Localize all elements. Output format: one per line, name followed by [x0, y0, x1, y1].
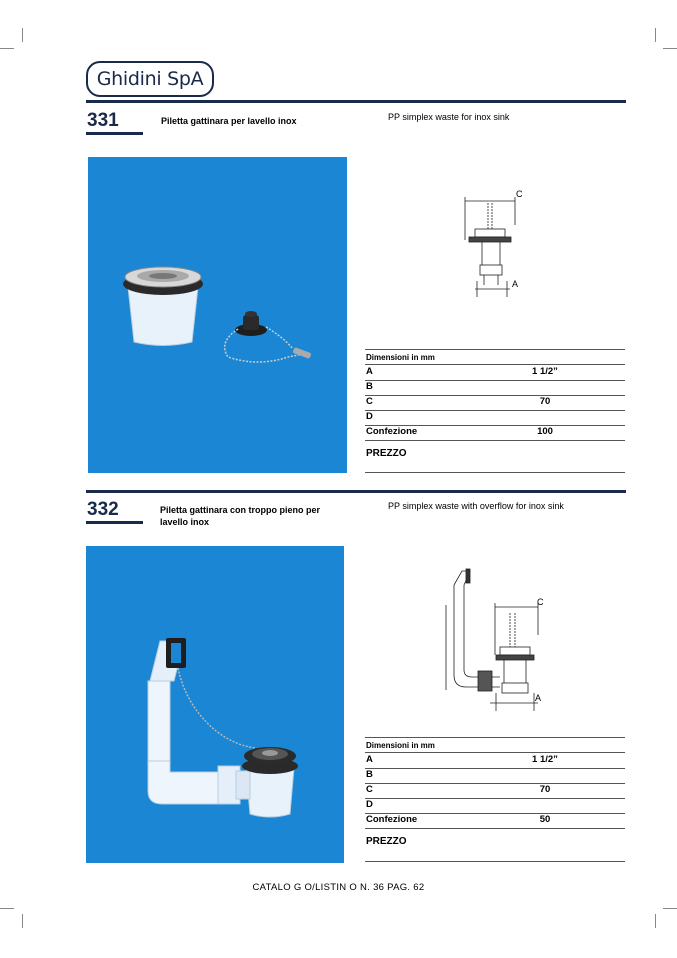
drawing-svg	[455, 185, 535, 300]
table-row	[365, 753, 625, 769]
section-rule	[86, 490, 626, 493]
row-label: C	[366, 784, 373, 795]
product-title-it: Piletta gattinara con troppo pieno per lavello inox	[160, 505, 321, 527]
table-top-rule	[365, 737, 625, 738]
product-code-underline	[86, 132, 143, 135]
product-title-en: PP simplex waste for inox sink	[388, 112, 510, 122]
dimensions-header: Dimensioni in mm	[366, 353, 435, 362]
header-rule	[86, 100, 626, 103]
product-code-underline	[86, 521, 143, 524]
crop-mark	[0, 908, 14, 909]
row-label: D	[366, 411, 373, 422]
product-title-en: PP simplex waste with overflow for inox sink	[388, 501, 564, 511]
row-label: A	[366, 366, 373, 377]
product-title-it: Piletta gattinara per lavello inox	[161, 116, 297, 126]
crop-mark	[655, 28, 656, 42]
crop-mark	[22, 914, 23, 928]
row-label: Confezione	[366, 814, 418, 825]
row-label: C	[366, 396, 373, 407]
crop-mark	[655, 914, 656, 928]
row-value: 100	[537, 426, 553, 437]
price-label: PREZZO	[366, 448, 407, 459]
dimensions-header: Dimensioni in mm	[366, 741, 435, 750]
technical-drawing	[440, 565, 550, 713]
drawing-label-c: C	[537, 597, 544, 607]
table-row	[365, 365, 625, 381]
table-row	[365, 783, 625, 799]
table-top-rule	[365, 349, 625, 350]
row-label: B	[366, 769, 373, 780]
table-row	[365, 425, 625, 441]
row-label: B	[366, 381, 373, 392]
price-rule	[365, 861, 625, 862]
waste-illustration	[88, 157, 347, 473]
crop-mark	[663, 908, 677, 909]
drawing-label-a: A	[535, 693, 542, 703]
drawing-label-c: C	[516, 189, 523, 199]
product-code: 331	[87, 110, 119, 131]
product-code: 332	[87, 499, 119, 520]
crop-mark	[22, 28, 23, 42]
product-photo	[86, 546, 344, 863]
price-label: PREZZO	[366, 836, 407, 847]
company-logo: Ghidini SpA	[86, 61, 214, 97]
crop-mark	[663, 48, 677, 49]
page-footer: CATALO G O/LISTIN O N. 36 PAG. 62	[252, 882, 425, 893]
row-value: 70	[539, 784, 551, 795]
table-row	[365, 380, 625, 396]
crop-mark	[0, 48, 14, 49]
row-value: 70	[539, 396, 551, 407]
table-row	[365, 768, 625, 784]
row-value: 50	[539, 814, 551, 825]
price-rule	[365, 472, 625, 473]
table-row	[365, 410, 625, 426]
drawing-label-a: A	[512, 279, 519, 289]
drawing-svg	[440, 565, 550, 713]
row-label: A	[366, 754, 373, 765]
row-label: D	[366, 799, 373, 810]
technical-drawing	[455, 185, 535, 300]
row-label: Confezione	[366, 426, 418, 437]
table-row	[365, 798, 625, 814]
table-row	[365, 813, 625, 829]
table-row	[365, 395, 625, 411]
row-value: 1 1/2”	[532, 754, 558, 765]
product-photo	[88, 157, 347, 473]
row-value: 1 1/2”	[532, 366, 558, 377]
waste-overflow-illustration	[86, 546, 344, 863]
